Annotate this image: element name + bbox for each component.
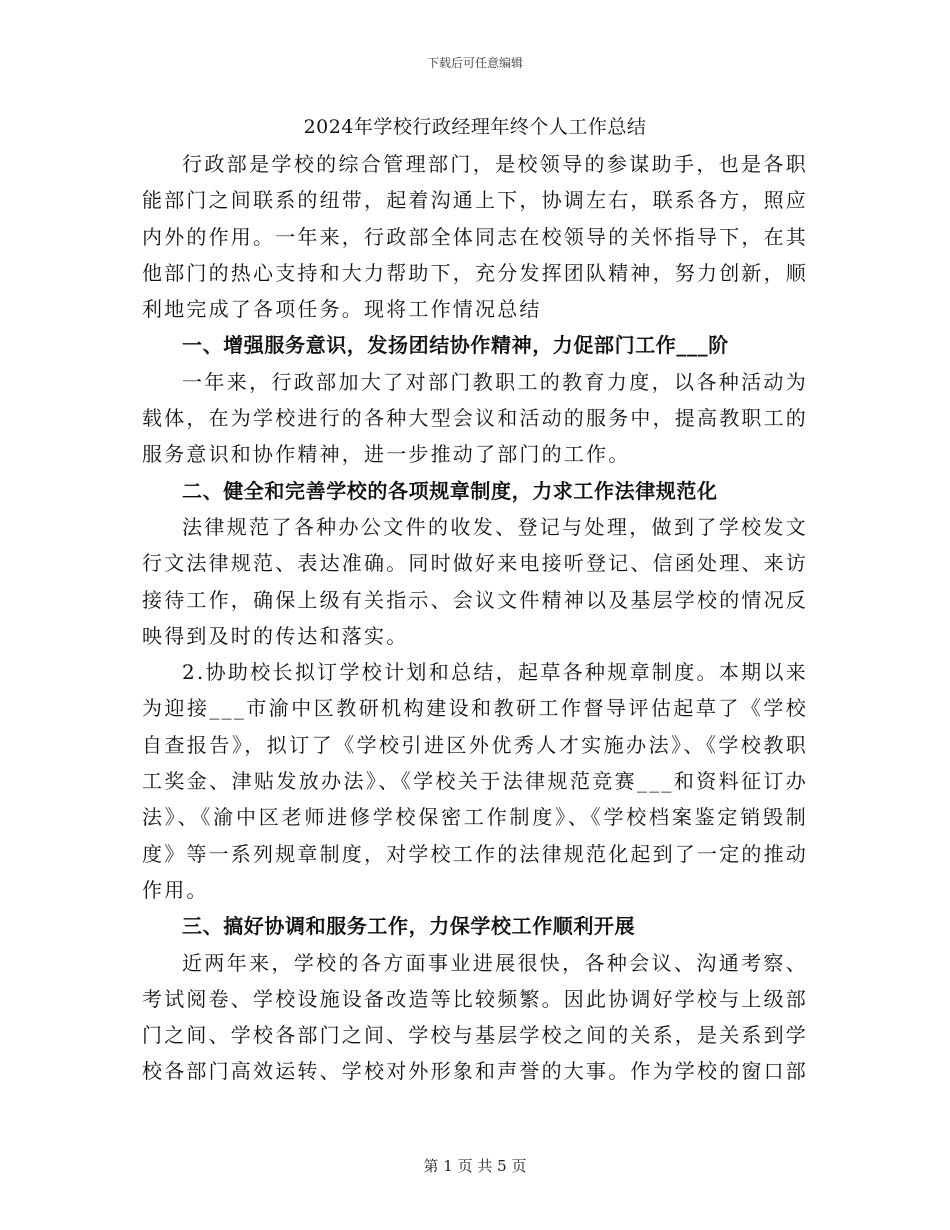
- page-number: 第 1 页 共 5 页: [423, 1157, 527, 1175]
- paragraph-section-2-a: 法律规范了各种办公文件的收发、登记与处理，做到了学校发文行文法律规范、表达准确。同时做好来电接听登记、信函处理、来访接待工作，确保上级有关指示、会议文件精神以及基层学校的情况反映得到及时的传达和落实。: [142, 514, 808, 648]
- paragraph-section-2-b: 2.协助校长拟订学校计划和总结，起草各种规章制度。本期以来为迎接___市渝中区教研机构建设和教研工作督导评估起草了《学校自查报告》，拟订了《学校引进区外优秀人才实施办法》、《学校教职工奖金、津贴发放办法》、《学校关于法律规范竞赛___和资料征订办法》、《渝中区老师进修学校保密工作制度》、《学校档案鉴定销毁制度》等一系列规章制度，对学校工作的法律规范化起到了一定的推动作用。: [142, 660, 808, 902]
- section-heading-1: 一、增强服务意识，发扬团结协作精神，力促部门工作___阶: [182, 333, 729, 358]
- paragraph-section-3: 近两年来，学校的各方面事业进展很快，各种会议、沟通考察、考试阅卷、学校设施设备改造等比较频繁。因此协调好学校与上级部门之间、学校各部门之间、学校与基层学校之间的关系，是关系到学校各部门高效运转、学校对外形象和声誉的大事。作为学校的窗口部: [142, 950, 808, 1084]
- page-header-note: 下载后可任意编辑: [426, 56, 523, 70]
- paragraph-section-1: 一年来，行政部加大了对部门教职工的教育力度，以各种活动为载体，在为学校进行的各种大型会议和活动的服务中，提高教职工的服务意识和协作精神，进一步推动了部门的工作。: [142, 369, 808, 467]
- document-body: [142, 108, 808, 1090]
- section-heading-2: 二、健全和完善学校的各项规章制度，力求工作法律规范化: [182, 478, 718, 503]
- document-title: 2024年学校行政经理年终个人工作总结: [303, 116, 647, 138]
- paragraph-intro: 行政部是学校的综合管理部门，是校领导的参谋助手，也是各职能部门之间联系的纽带，起着沟通上下，协调左右，联系各方，照应内外的作用。一年来，行政部全体同志在校领导的关怀指导下，在其他部门的热心支持和大力帮助下，充分发挥团队精神，努力创新，顺利地完成了各项任务。现将工作情况总结: [142, 152, 808, 322]
- section-heading-3: 三、搞好协调和服务工作，力保学校工作顺利开展: [182, 914, 636, 939]
